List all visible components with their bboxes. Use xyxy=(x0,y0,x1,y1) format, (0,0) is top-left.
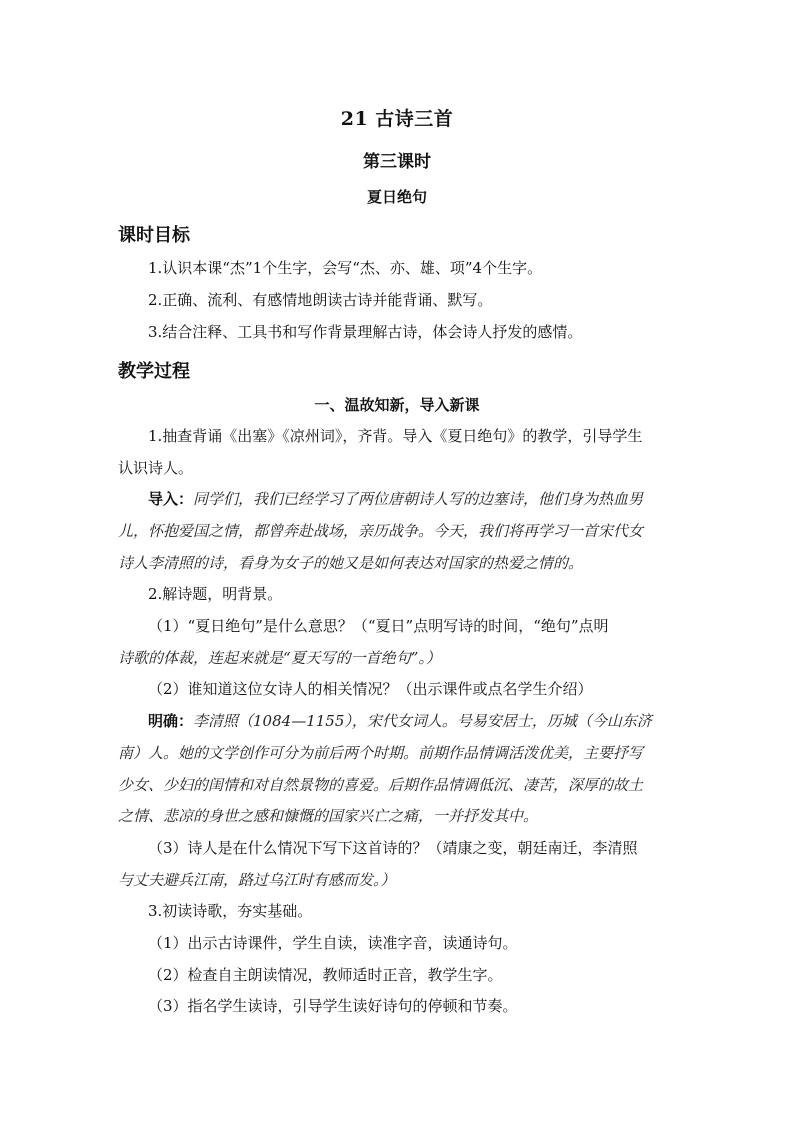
clarify-paragraph xyxy=(148,711,708,731)
intro-line: 诗人李清照的诗，看身为女子的她又是如何表达对国家的热爱之情的。 xyxy=(118,554,584,572)
goal-item: 2.正确、流利、有感情地朗读古诗并能背诵、默写。 xyxy=(148,291,493,309)
lesson-subtitle: 第三课时 xyxy=(363,152,431,172)
goals-heading: 课时目标 xyxy=(118,225,190,246)
clarify-line: 之情、悲凉的身世之感和慷慨的国家兴亡之痛，一并抒发其中。 xyxy=(118,807,539,825)
list-item: （1）出示古诗课件，学生自读，读准字音，读通诗句。 xyxy=(148,934,518,952)
list-item: （2）检查自主朗读情况，教师适时正音，教学生字。 xyxy=(148,966,503,984)
clarify-text: 李清照（1084—1155），宋代女词人。号易安居士，历城（今山东济 xyxy=(193,712,652,730)
question-line: （3）诗人是在什么情况下写下这首诗的？（靖康之变，朝廷南迁，李清照 xyxy=(148,839,638,857)
list-item: （3）指名学生读诗，引导学生读好诗句的停顿和节奏。 xyxy=(148,997,518,1015)
intro-paragraph xyxy=(148,489,708,509)
question-line: （1）“夏日绝句”是什么意思？（“夏日”点明写诗的时间，“绝句”点明 xyxy=(148,617,609,635)
paragraph-line: 1.抽查背诵《出塞》《凉州词》，齐背。导入《夏日绝句》的教学，引导学生 xyxy=(148,427,643,445)
clarify-line: 南）人。她的文学创作可分为前后两个时期。前期作品情调活泼优美，主要抒写 xyxy=(118,744,644,762)
question-line: 诗歌的体裁，连起来就是“夏天写的一首绝句”。） xyxy=(118,649,441,667)
poem-title: 夏日绝句 xyxy=(366,188,427,206)
question-line: 与丈夫避兵江南，路过乌江时有感而发。） xyxy=(118,871,396,889)
goal-item: 3.结合注释、工具书和写作背景理解古诗，体会诗人抒发的感情。 xyxy=(148,323,583,341)
clarify-label: 明确： xyxy=(148,712,194,730)
paragraph-line: 2.解诗题，明背景。 xyxy=(148,585,283,603)
paragraph-line: 3.初读诗歌，夯实基础。 xyxy=(148,902,313,920)
paragraph-line: 认识诗人。 xyxy=(118,459,194,477)
goal-item: 1.认识本课“杰”1个生字，会写“杰、亦、雄、项”4个生字。 xyxy=(148,259,543,277)
part1-heading: 一、温故知新，导入新课 xyxy=(314,396,480,414)
clarify-line: 少女、少妇的闺情和对自然景物的喜爱。后期作品情调低沉、凄苦，深厚的故土 xyxy=(118,776,644,794)
lesson-title: 21 古诗三首 xyxy=(340,108,454,130)
intro-label: 导入： xyxy=(148,490,194,508)
intro-text: 同学们，我们已经学习了两位唐朝诗人写的边塞诗，他们身为热血男 xyxy=(193,490,644,508)
question-line: （2）谁知道这位女诗人的相关情况？（出示课件或点名学生介绍） xyxy=(148,680,593,698)
intro-line: 儿，怀抱爱国之情，都曾奔赴战场，亲历战争。今天，我们将再学习一首宋代女 xyxy=(118,522,644,540)
process-heading: 教学过程 xyxy=(118,361,190,382)
